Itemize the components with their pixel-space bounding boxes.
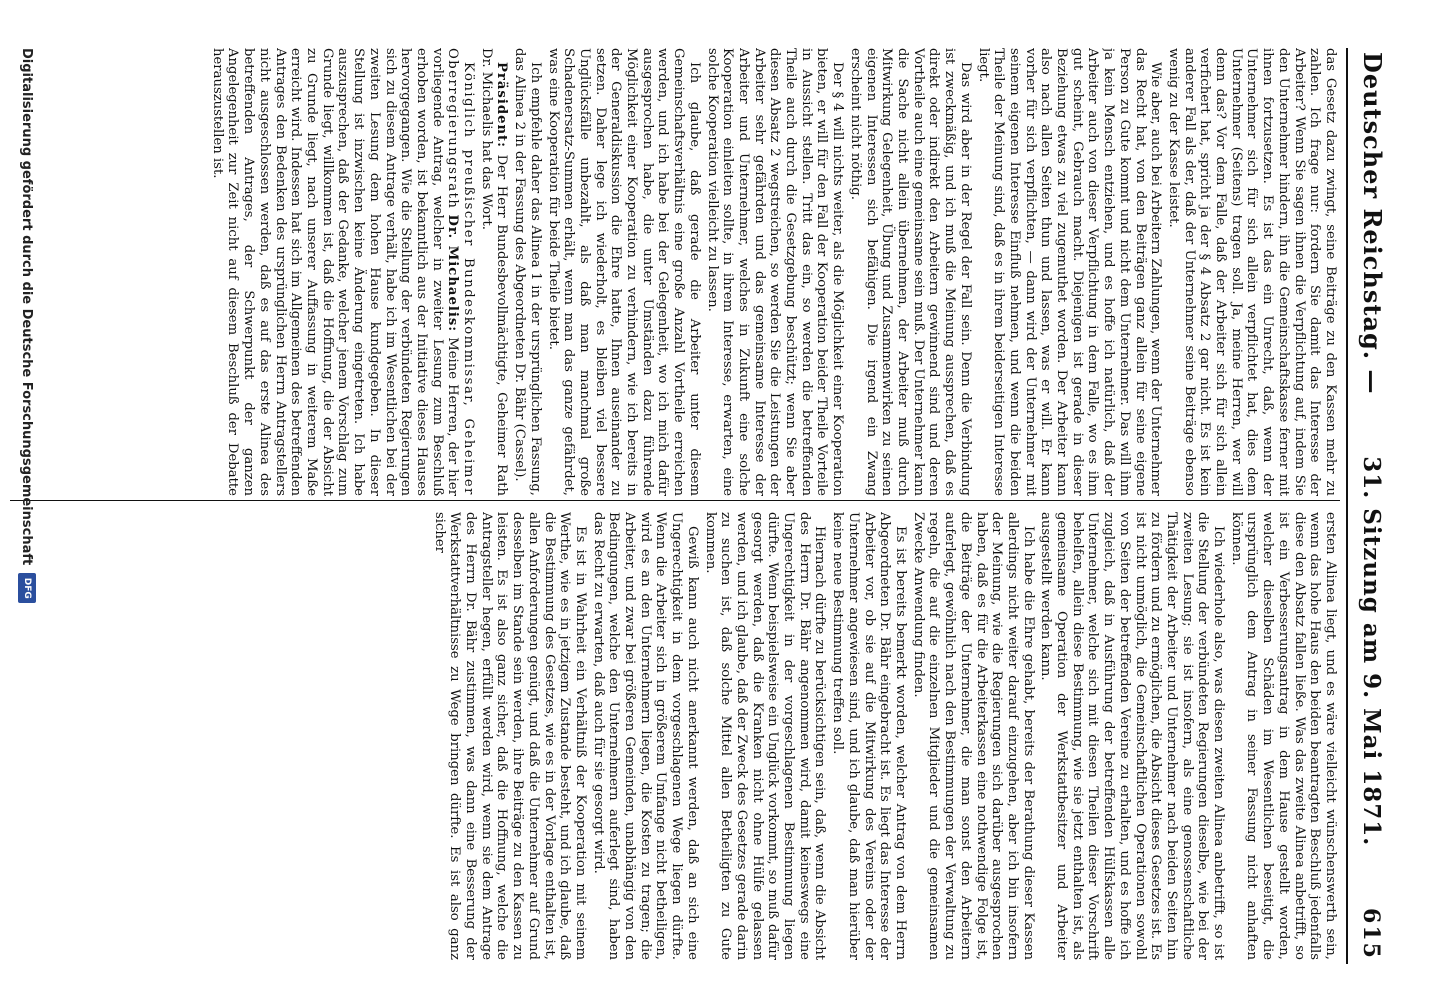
right-paragraph: Ich wiederhole also, was diesen zweiten Alinea anbetrifft, so ist die Stellung der verbündeten Regierungen dieselbe, wie bei der zweiten Lesung; sie ist insofern, als eine genossenschaftliche Thätigkeit der Arbeiter und Unternehmer nach beiden Seiten hin zu fördern und zu ermöglichen, die Absicht dieses Gesetzes ist. Es ist nicht unmöglich, die Gemeinschaftlichen Operationen sowohl von Seiten der betreffenden Vereine zu erhalten, und es hoffe ich zugleich, daß in Ausführung der betreffenden Hülfskassen alle Unternehmer, welche sich mit diesen Theilen dieser Vorschrift behelfen, allein diese Bestimmung, wie sie jetzt enthalten ist, als gemeinsame Operation der Werkstattbesitzer und Arbeiter ausgestellt werden kann. bbox=[1038, 512, 1227, 960]
header-left: Deutscher Reichstag. — bbox=[1358, 52, 1387, 395]
speaker-text: Meine Herren, der hier vorliegende Antrag, welcher in zweiter Lesung zum Beschluß erhoben worden, ist bekanntlich aus der Initiative dieses Hauses hervorgegangen. Wie die Stellung der verbündeten Regierungen sich zu diesem Antrage verhält, habe ich im Wesentlichen bei der zweiten Lesung dem hohen Hause kundgegeben. In dieser Stellung ist inzwischen keine Änderung eingetreten. Ich habe auszusprechen, daß der Gedanke, welcher jenem Vorschlag zum Grunde liegt, willkommen ist, daß die Hoffnung, die der Absicht zu Grunde liegt, nach unserer Auffassung in weiterem Maße erreicht wird. Indessen hat sich im Allgemeinen des betreffenden Antrages den Bedenken des ursprünglichen Herrn Antragstellers nicht ausgeschlossen werden, daß es auf das erste Alinea des betreffenden Antrages, der Schwerpunkt der ganzen Angelegenheit zur Zeit nicht auf diesem Beschluß der Debatte herauszustellen ist. bbox=[209, 48, 461, 496]
left-paragraph: Das wird aber in der Regel der Fall sein. Denn die Verbindung ist zweckmäßig, und ich muß die Meinung aussprechen, daß es direkt oder indirekt den Arbeitern gewinnend sind und deren Vortheile auch eine gemeinsame sein muß. Der Unternehmer kann die Sache nicht allein übernehmen, der Arbeiter muß durch Mitwirkung Gelegenheit, Übung und Zusammenwirken zu seinen eigenen Interessen sich befähigen. Die irgend ein Zwang erscheint nicht nöthig. bbox=[847, 48, 973, 496]
header-session: 31. Sitzung am 9. Mai 1871. bbox=[1358, 456, 1385, 847]
left-paragraph: Ich empfehle daher das Alinea 1 in der ursprünglichen Fassung, das Alinea 2 in der Fassung des Abgeordneten Dr. Bähr (Cassel). bbox=[512, 48, 543, 496]
speaker-intro: Königlich preußischer Bundeskommissar, Geheimer Oberregierungsrath bbox=[445, 48, 477, 496]
right-paragraph: ersten Alinea liegt, und es wäre vielleicht wünschenswerth sein, wenn das hohe Haus den beiden beantragten Beschluß jedenfalls diese den Absatz fallen ließe. Was das zweite Alinea anbetrifft, so ist ein Verbesserungsantrag in dem Hause gestellt worden, welcher dieselben Schäden im Wesentlichen beseitigt, die ursprünglich dem Antrag in seiner Fassung nicht anhaften können. bbox=[1228, 512, 1338, 960]
dfg-logo-icon: DFG bbox=[18, 573, 36, 603]
right-column bbox=[178, 512, 1338, 960]
left-column bbox=[178, 48, 1338, 496]
header-rule bbox=[1346, 48, 1348, 964]
left-paragraph: Ich glaube, daß gerade die Arbeiter unter diesem Gemeinschaftsverhältnis eine große Anzahl Vortheile erreichen werden, und ich habe bei der Gelegenheit, wo ich mich dafür ausgesprochen habe, die unter Umständen dazu führende Möglichkeit einer Kooperation zu verhindern, wie ich bereits in der Generaldiskussion die Ehre hatte, Ihnen auseinander zu setzen. Daher lege ich wiederholt, es bleiben viel bessere Unglücksfälle unbezahlt, als daß man manchmal große Schadenersatz-Summen erhält, wenn man das ganze gefährdet, was eine Kooperation für beide Theile bietet. bbox=[545, 48, 702, 496]
right-paragraph: Es ist in Wahrheit ein Verhältniß der Kooperation mit seinem Werthe, wie es in jetzigem Zustande besteht, und ich glaube, daß die Bestimmung des Gesetzes, wie es in der Vorlage enthalten ist, allen Anforderungen genügt, und daß die Unternehmer auf Grund desselben im Stande sein werden, ihre Beiträge zu den Kassen zu leisten. Es ist also ganz sicher, daß die Hoffnung, welche die Antragsteller hegen, erfüllt werden wird, wenn sie dem Antrage des Herrn Dr. Bähr zustimmen, was dann eine Besserung der Werkstattverhältnisse zu Wege bringen dürfte. Es ist also ganz sicher bbox=[431, 512, 588, 960]
speaker-block-president bbox=[478, 48, 509, 496]
left-paragraph: Der § 4 will nichts weiter, als die Möglichkeit einer Kooperation bieten, er will für den Fall der Kooperation beider Theile Vorteile in Aussicht stellen. Tritt das ein, so werden die betreffenden Theile auch durch die Gesetzgebung beschützt; wenn Sie aber diesen Absatz 2 wegstreichen, so werden Sie die Leistungen der Arbeiter sehr gefährden und das gemeinsame Interesse der Arbeiter und Unternehmer, welches in Zukunft eine solche Kooperation einleiten sollte, in ihrem Interesse, erwarten, eine solche Kooperation vielleicht zu lassen. bbox=[704, 48, 846, 496]
left-paragraph: Wie aber, auch bei Arbeitern Zahlungen, wenn der Unternehmer das Recht hat, von den Beiträgen ganz allein für seine eigene Person zu Gute kommt und nicht dem Unternehmer. Das will ihm ja kein Mensch entziehen, und es hoffe ich natürlich, daß der Arbeiter auch von dieser Verpflichtung in dem Falle, wo es ihm gut scheint, Gebrauch macht. Diejenigen ist gerade in dieser Beziehung etwas zu viel zugemuthet worden. Der Arbeiter kann also nach allen Seiten thun und lassen, was er will. Er kann vorher für sich verpflichten, — dann wird der Unternehmer mit seinem eigenen Interesse Einfluß nehmen, und wenn die beiden Theile der Meinung sind, daß es in ihrem beiderseitigen Interesse liegt. bbox=[975, 48, 1164, 496]
page-header bbox=[1358, 52, 1394, 960]
right-paragraph: Hiernach dürfte zu berücksichtigen sein, daß, wenn die Absicht des Herrn Dr. Bähr angenommen wird, damit keineswegs eine Ungerechtigkeit in der vorgeschlagenen Bestimmung liegen dürfte. Wenn beispielsweise ein Unglück vorkommt, so muß dafür gesorgt werden, daß die Kranken nicht ohne Hülfe gelassen werden, und ich glaube, daß der Zweck des Gesetzes gerade darin zu suchen ist, daß solche Mittel allen Betheiligten zu Gute kommen. bbox=[702, 512, 828, 960]
speaker-label: Präsident: bbox=[494, 62, 510, 149]
right-paragraph: Es ist bereits bemerkt worden, welcher Antrag von dem Herrn Abgeordneten Dr. Bähr eingebracht ist. Es liegt das Interesse der Arbeiter vor, ob sie auf die Mitwirkung des Vereins oder der Unternehmer angewiesen sind, und ich glaube, daß man hierüber keine neue Bestimmung treffen soll. bbox=[830, 512, 909, 960]
column-divider bbox=[10, 500, 1340, 501]
right-paragraph: Ich habe die Ehre gehabt, bereits der Berathung dieser Kassen allerdings nicht weiter darauf einzugehen, aber ich bin insofern der Meinung, wie die Regierungen sich darüber ausgesprochen haben, daß es für die Arbeiterkassen eine nothwendige Folge ist, die Beiträge der Unternehmer, die man sonst den Arbeitern auferlegt, gewöhnlich nach den Bestimmungen der Verwaltung zu regeln, die auf die einzelnen Mitglieder und die gemeinsamen Zwecke Anwendung finden. bbox=[910, 512, 1036, 960]
speaker-label: Dr. Michaelis: bbox=[445, 214, 461, 333]
speaker-block-michaelis bbox=[209, 48, 476, 496]
speaker-text: Der Herr Bundesbevollmächtigte, Geheimer Rath Dr. Michaelis hat das Wort. bbox=[478, 48, 510, 496]
left-paragraph: das Gesetz dazu zwingt, seine Beiträge zu den Kassen mehr zu zahlen. Ich frage nur: fordern Sie damit das Interesse der Arbeiter? Wenn Sie sagen ihnen die Verpflichtung auf, indem Sie den Unternehmer hindern, ihn die Gemeinschaftskasse ferner mit ihnen fortzusetzen. Es ist das ein Unrecht, daß, wenn der Unternehmer sich für sich allein verpflichtet hat, dies dem Unternehmer (Seitens) tragen soll. Ja, meine Herren, wer will denn das? Vor dem Falle, daß der Arbeiter sich für sich allein verfichert hat, spricht ja der § 4 Absatz 2 gar nicht. Es ist kein anderer Fall als der, daß der Unternehmer seine Beiträge ebenso wenig zu der Kasse leistet. bbox=[1165, 48, 1338, 496]
digitization-credit bbox=[18, 48, 36, 603]
right-paragraph: Gewiß kann auch nicht anerkannt werden, daß an sich eine Ungerechtigkeit in dem vorgeschlagenen Wege liegen dürfte. Wenn die Arbeiter sich in größerem Umfange nicht betheiligen, wird es an den Unternehmern liegen, die Kosten zu tragen; die Arbeiter, und zwar bei größeren Gemeinden, unabhängig von den Bedingungen, welche den Unternehmern auferlegt sind, haben das Recht zu erwarten, daß auch für sie gesorgt wird. bbox=[590, 512, 700, 960]
page-number: 615 bbox=[1358, 908, 1384, 960]
credit-text: Digitalisierung gefördert durch die Deutsche Forschungsgemeinschaft bbox=[19, 48, 35, 566]
